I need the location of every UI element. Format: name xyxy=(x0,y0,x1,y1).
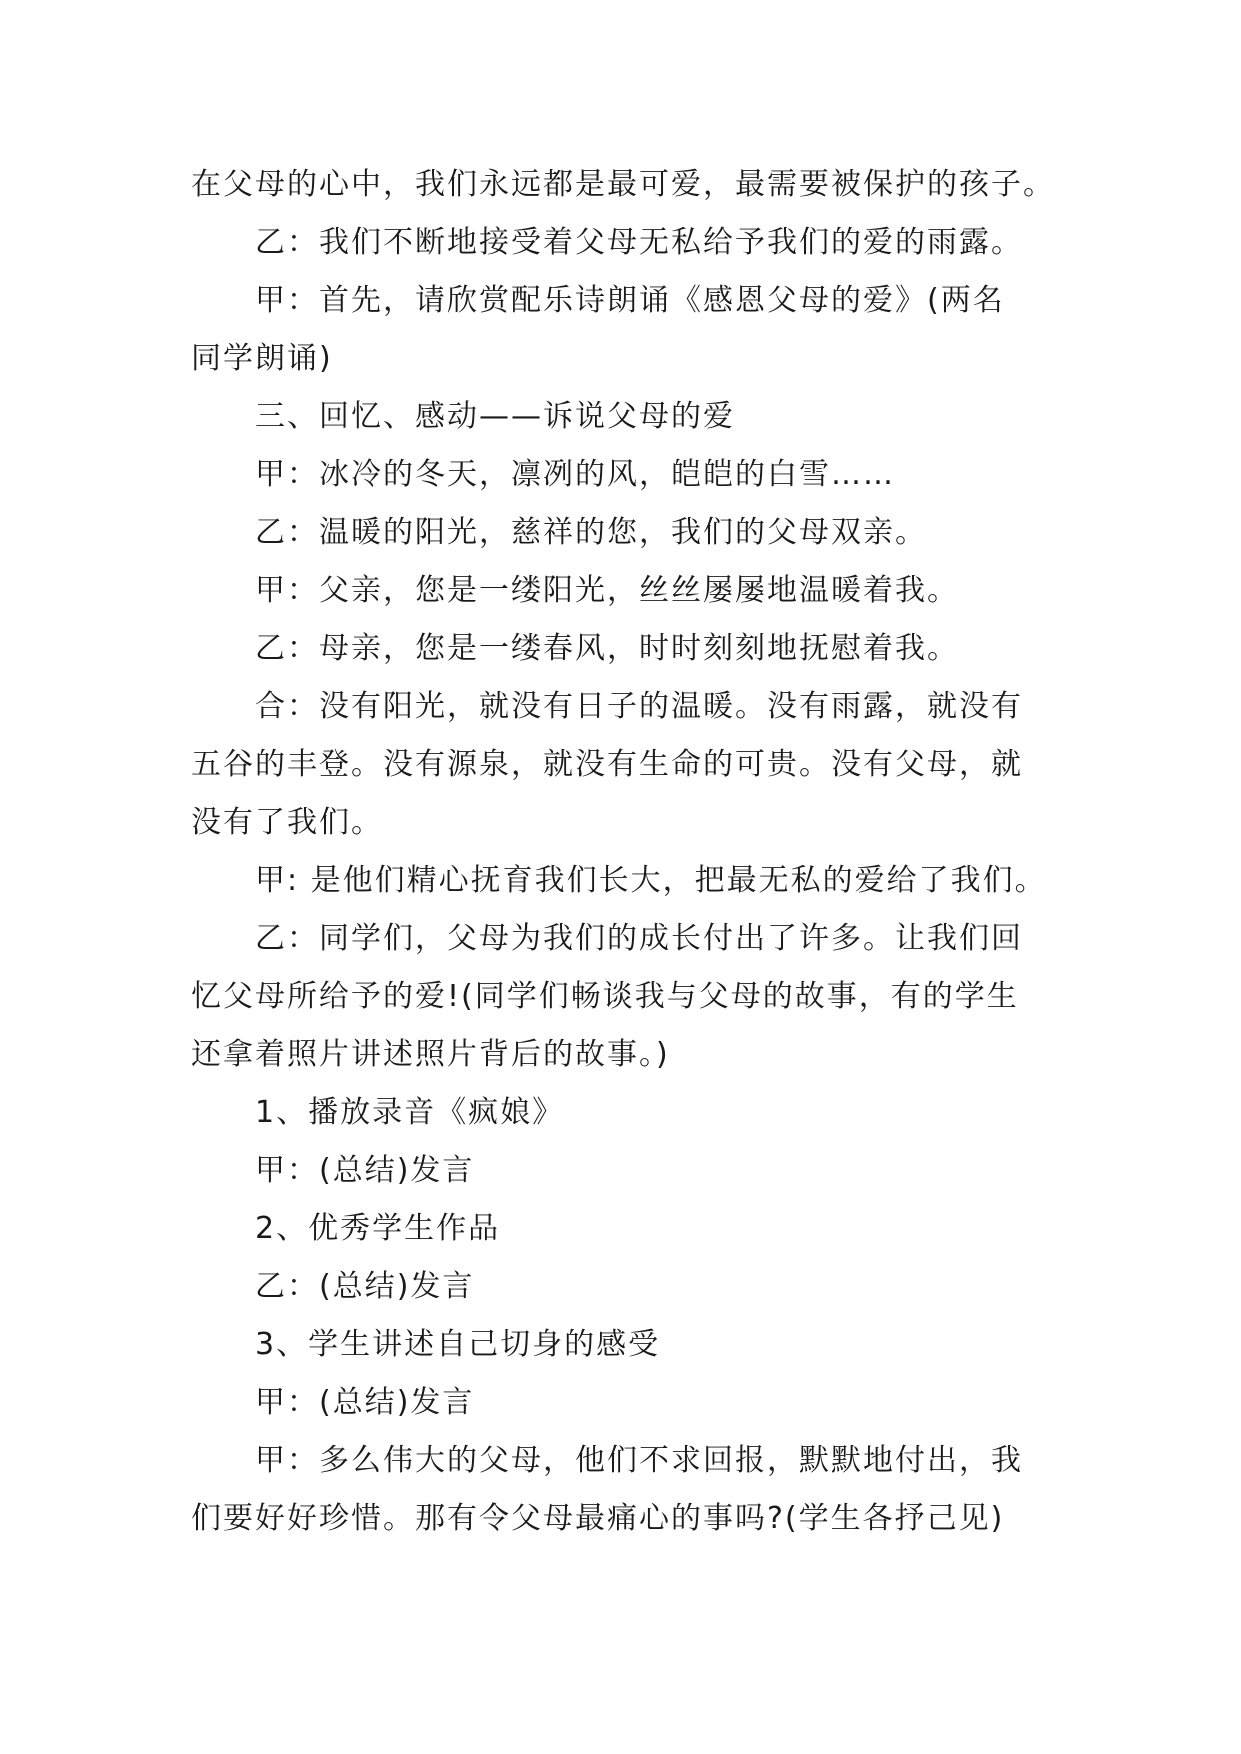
text-line: 乙：我们不断地接受着父母无私给予我们的爱的雨露。 xyxy=(255,225,1023,260)
text-line: 三、回忆、感动——诉说父母的爱 xyxy=(255,399,735,434)
text-line: 同学朗诵) xyxy=(191,341,333,376)
text-line: 甲：父亲，您是一缕阳光，丝丝屡屡地温暖着我。 xyxy=(255,573,959,608)
text-line: 乙：温暖的阳光，慈祥的您，我们的父母双亲。 xyxy=(255,515,927,550)
text-line: 甲：(总结)发言 xyxy=(255,1153,475,1188)
text-line: 合：没有阳光，就没有日子的温暖。没有雨露，就没有 xyxy=(255,689,1023,724)
text-line: 忆父母所给予的爱!(同学们畅谈我与父母的故事，有的学生 xyxy=(191,979,1019,1014)
text-line: 甲：首先，请欣赏配乐诗朗诵《感恩父母的爱》(两名 xyxy=(255,283,1005,318)
text-line: 3、学生讲述自己切身的感受 xyxy=(255,1327,661,1362)
text-line: 在父母的心中，我们永远都是最可爱，最需要被保护的孩子。 xyxy=(191,167,1055,202)
text-line: 甲：多么伟大的父母，他们不求回报，默默地付出，我 xyxy=(255,1443,1023,1478)
text-line: 甲：(总结)发言 xyxy=(255,1385,475,1420)
text-line: 乙：母亲，您是一缕春风，时时刻刻地抚慰着我。 xyxy=(255,631,959,666)
text-line: 1、播放录音《疯娘》 xyxy=(255,1095,565,1130)
text-line: 2、优秀学生作品 xyxy=(255,1211,501,1246)
text-line: 还拿着照片讲述照片背后的故事。) xyxy=(191,1037,670,1072)
text-line: 甲：冰冷的冬天，凛冽的风，皑皑的白雪…… xyxy=(255,457,895,492)
text-line: 们要好好珍惜。那有令父母最痛心的事吗?(学生各抒己见) xyxy=(191,1501,1005,1536)
text-line: 五谷的丰登。没有源泉，就没有生命的可贵。没有父母，就 xyxy=(191,747,1023,782)
text-line: 甲: 是他们精心抚育我们长大，把最无私的爱给了我们。 xyxy=(255,863,1047,898)
text-line: 乙：(总结)发言 xyxy=(255,1269,475,1304)
body-text xyxy=(191,156,1055,1548)
text-line: 没有了我们。 xyxy=(191,805,383,840)
text-line: 乙：同学们，父母为我们的成长付出了许多。让我们回 xyxy=(255,921,1023,956)
